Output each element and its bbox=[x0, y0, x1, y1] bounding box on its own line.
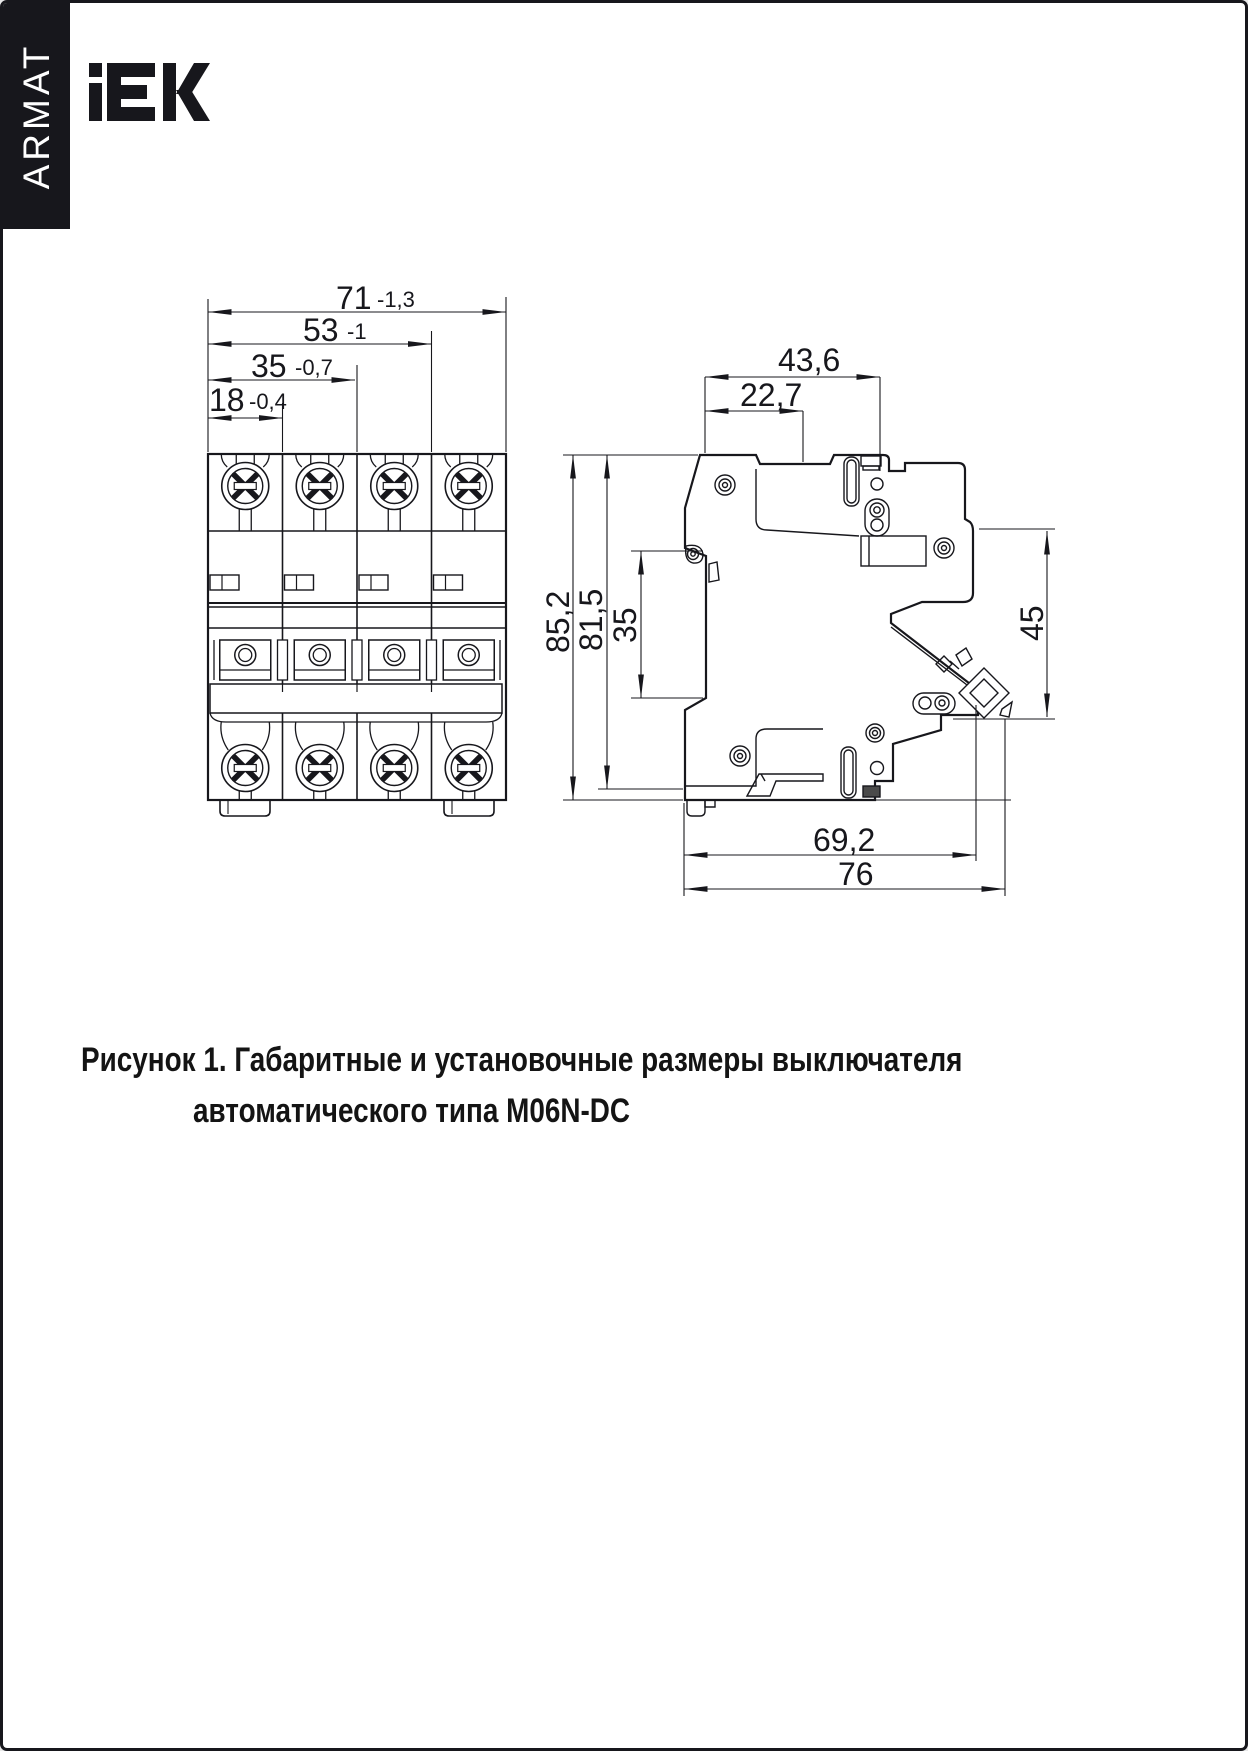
front-dim-71-tol: -1,3 bbox=[377, 287, 415, 312]
terminal-funnel-bottom bbox=[295, 722, 344, 800]
pole-handle bbox=[220, 640, 271, 680]
side-dim-76: 76 bbox=[838, 856, 874, 892]
figure-1-drawing bbox=[3, 3, 1248, 1751]
side-dim-45: 45 bbox=[1014, 605, 1050, 641]
terminal-screw-top bbox=[445, 463, 492, 510]
terminal-funnel-bottom bbox=[221, 722, 270, 800]
side-dim-35: 35 bbox=[607, 607, 643, 643]
front-dim-71-value: 71 bbox=[336, 280, 372, 316]
case-step-tab bbox=[285, 575, 314, 590]
case-step-tab bbox=[434, 575, 463, 590]
front-dim-53-tol: -1 bbox=[347, 319, 367, 344]
case-step-tab bbox=[210, 575, 239, 590]
front-dim-35-tol: -0,7 bbox=[295, 355, 333, 380]
side-view-drawing bbox=[540, 342, 1055, 896]
handle-divider-wall bbox=[278, 640, 288, 680]
terminal-screw-bottom bbox=[222, 745, 269, 792]
case-step-tab bbox=[359, 575, 388, 590]
handle-tie-bar bbox=[210, 684, 502, 722]
side-dim-81-5: 81,5 bbox=[573, 588, 609, 651]
handle-divider-wall bbox=[352, 640, 362, 680]
front-poles bbox=[210, 454, 494, 816]
front-dim-18-tol: -0,4 bbox=[249, 389, 287, 414]
front-dim-35-value: 35 bbox=[251, 348, 287, 384]
terminal-screw-top bbox=[296, 463, 343, 510]
side-dim-69-2: 69,2 bbox=[813, 822, 876, 858]
pole-handle bbox=[443, 640, 494, 680]
terminal-screw-bottom bbox=[371, 745, 418, 792]
side-dim-85-2: 85,2 bbox=[540, 590, 576, 653]
terminal-screw-bottom bbox=[296, 745, 343, 792]
side-dim-43-6: 43,6 bbox=[778, 342, 841, 378]
handle-divider-wall bbox=[427, 640, 437, 680]
brand-tab-label: ARMAT bbox=[15, 42, 57, 190]
terminal-funnel-bottom bbox=[370, 722, 419, 800]
pole-handle bbox=[369, 640, 420, 680]
mounting-foot bbox=[220, 800, 270, 816]
front-dim-18-value: 18 bbox=[209, 382, 245, 418]
pole-handle bbox=[294, 640, 345, 680]
terminal-screw-top bbox=[222, 463, 269, 510]
front-view-drawing bbox=[208, 280, 506, 816]
side-dim-22-7: 22,7 bbox=[740, 377, 803, 413]
figure-caption-line1: Рисунок 1. Габаритные и установочные размеры выключателя bbox=[81, 1041, 963, 1079]
terminal-screw-top bbox=[371, 463, 418, 510]
terminal-screw-bottom bbox=[445, 745, 492, 792]
front-dim-53-value: 53 bbox=[303, 312, 339, 348]
terminal-funnel-bottom bbox=[444, 722, 493, 800]
mounting-foot bbox=[444, 800, 494, 816]
front-dimension-labels bbox=[209, 280, 415, 418]
figure-caption-line2: автоматического типа M06N-DC bbox=[193, 1092, 631, 1130]
side-body-outline bbox=[685, 455, 978, 800]
